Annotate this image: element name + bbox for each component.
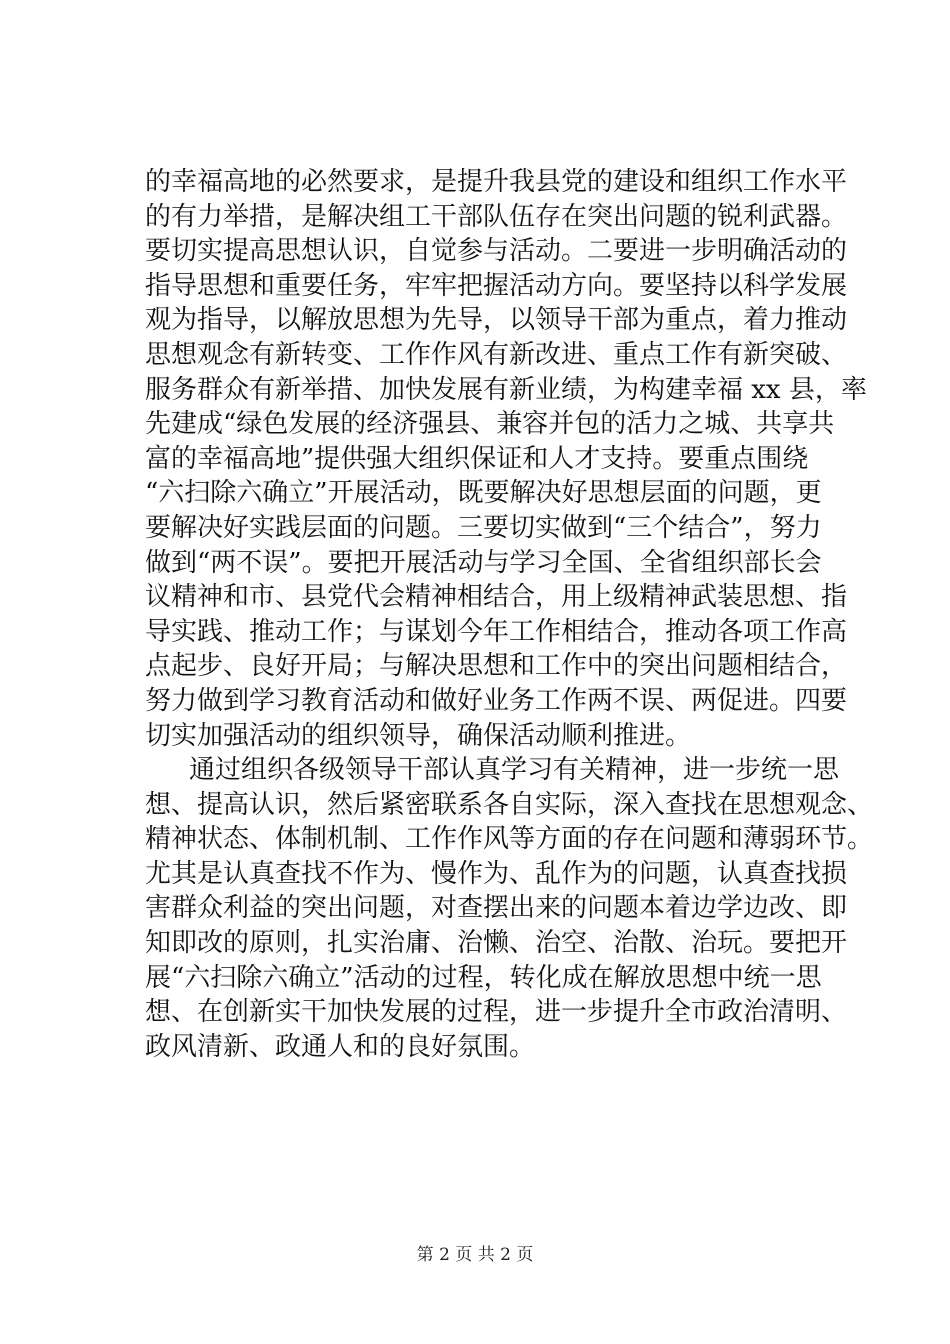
- text-line: 的有力举措，是解决组工干部队伍存在突出问题的锐利武器。: [145, 201, 848, 232]
- text-line: 努力做到学习教育活动和做好业务工作两不误、两促进。四要: [145, 685, 848, 716]
- text-line: 先建成“绿色发展的经济强县、兼容并包的活力之城、共享共: [145, 409, 835, 440]
- text-line: 知即改的原则，扎实治庸、治懒、治空、治散、治玩。要把开: [145, 928, 848, 959]
- text-line: 要解决好实践层面的问题。三要切实做到“三个结合”，努力: [145, 512, 822, 543]
- text-line: 精神状态、体制机制、工作作风等方面的存在问题和薄弱环节。: [145, 824, 874, 855]
- text-line: 要切实提高思想认识，自觉参与活动。二要进一步明确活动的: [145, 236, 848, 267]
- text-line: 做到“两不误”。要把开展活动与学习全国、全省组织部长会: [145, 547, 822, 578]
- text-line: 切实加强活动的组织领导，确保活动顺利推进。: [145, 720, 692, 751]
- page-number-footer: 第 2 页 共 2 页: [416, 1245, 534, 1265]
- text-line: 的幸福高地的必然要求，是提升我县党的建设和组织工作水平: [145, 167, 848, 197]
- text-line: 想、提高认识，然后紧密联系各自实际，深入查找在思想观念、: [145, 789, 874, 820]
- paragraph-first-line: 通过组织各级领导干部认真学习有关精神，进一步统一思: [189, 755, 840, 786]
- text-line: 想、在创新实干加快发展的过程，进一步提升全市政治清明、: [145, 997, 848, 1028]
- text-line: 政风清新、政通人和的良好氛围。: [145, 1031, 536, 1062]
- text-line: 害群众利益的突出问题，对查摆出来的问题本着边学边改、即: [145, 893, 848, 924]
- text-line: 观为指导，以解放思想为先导，以领导干部为重点，着力推动: [145, 305, 848, 336]
- text-line: 点起步、良好开局；与解决思想和工作中的突出问题相结合，: [145, 651, 848, 682]
- text-line: 富的幸福高地”提供强大组织保证和人才支持。要重点围绕: [145, 443, 809, 474]
- text-line: 尤其是认真查找不作为、慢作为、乱作为的问题，认真查找损: [145, 858, 848, 889]
- text-line: 导实践、推动工作；与谋划今年工作相结合，推动各项工作高: [145, 616, 848, 647]
- text-line: 思想观念有新转变、工作作风有新改进、重点工作有新突破、: [145, 339, 848, 370]
- text-line: 展“六扫除六确立”活动的过程，转化成在解放思想中统一思: [145, 962, 822, 993]
- text-line: “六扫除六确立”开展活动，既要解决好思想层面的问题，更: [145, 478, 822, 509]
- text-line: 指导思想和重要任务，牢牢把握活动方向。要坚持以科学发展: [145, 270, 848, 301]
- text-line: 服务群众有新举措、加快发展有新业绩，为构建幸福 xx 县，率: [145, 374, 867, 405]
- document-body: [145, 165, 874, 1064]
- text-line: 议精神和市、县党代会精神相结合，用上级精神武装思想、指: [145, 582, 848, 613]
